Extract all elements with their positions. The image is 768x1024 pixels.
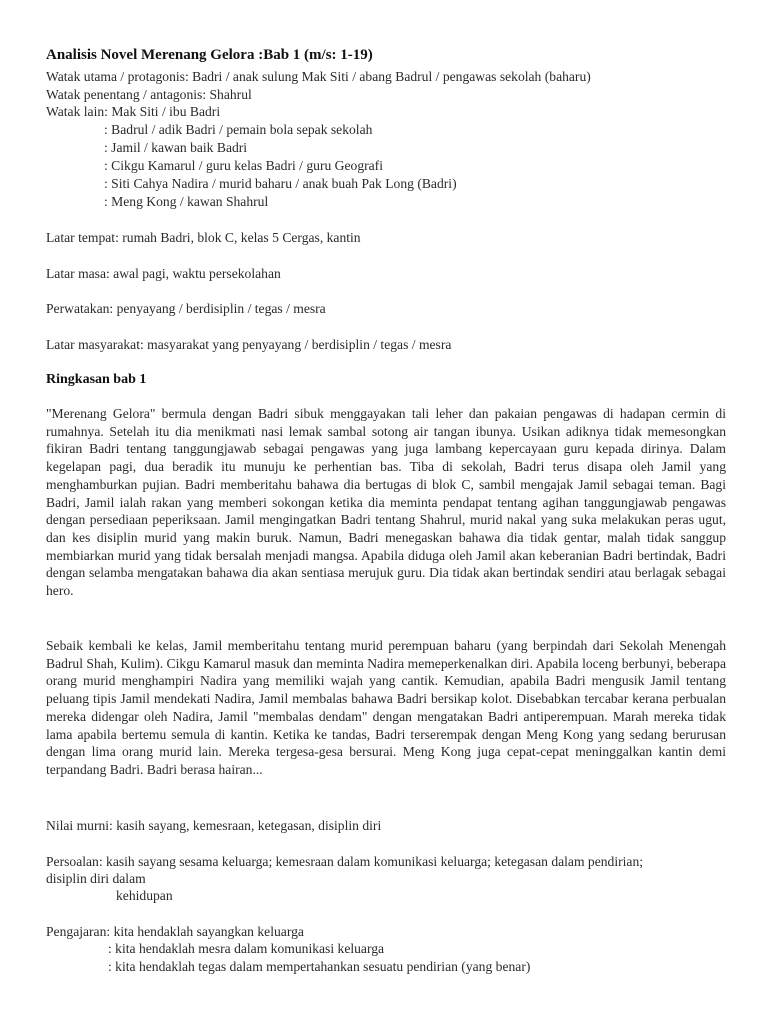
ringkasan-paragraph-1: "Merenang Gelora" bermula dengan Badri sibuk menggayakan tali leher dan pakaian pengawas di hadapan cermin di rumahnya. Setelah itu dia menikmati nasi lemak sambal sotong air tangan ibunya. Usikan adiknya tidak memesongkan fikiran Badri tentang tanggungjawab sebagai pengawas yang juga lambang kepercayaan guru kepada dirinya. Dalam kegelapan pagi, dua beradik itu munuju ke perhentian bas. Tiba di sekolah, Badri terus disapa oleh Jamil yang menghamburkan pujian. Badri memberitahu bahawa dia bertugas di blok C, sambil mengajak Jamil sebagai teman. Bagi Badri, Jamil ialah rakan yang memberi sokongan ketika dia meminta pendapat tentang agihan tanggungjawab pengawas dengan persediaan peperiksaan. Jamil mengingatkan Badri tentang Shahrul, murid nakal yang suka melakukan peras ugut, dan kes disiplin murid yang makin buruk. Namun, Badri menegaskan bahawa dia tidak gentar, malah tidak sanggup membiarkan murid yang tidak bersalah menjadi mangsa. Apabila diduga oleh Jamil akan keberanian Badri bertindak, Badri dengan selamba mengatakan bahawa dia akan sentiasa merujuk guru. Dia tidak akan bertindak sendiri atau berlagak sebagai hero. <box>46 406 726 599</box>
watak-lain-item: : Cikgu Kamarul / guru kelas Badri / guru Geografi <box>104 158 383 173</box>
watak-penentang: Watak penentang / antagonis: Shahrul <box>46 87 252 102</box>
ringkasan-heading: Ringkasan bab 1 <box>46 372 147 387</box>
persoalan-line-2: disiplin diri dalam <box>46 871 146 886</box>
persoalan-line-3: kehidupan <box>116 888 173 903</box>
pengajaran-item: : kita hendaklah mesra dalam komunikasi keluarga <box>108 941 385 956</box>
perwatakan: Perwatakan: penyayang / berdisiplin / tegas / mesra <box>46 301 326 316</box>
watak-utama: Watak utama / protagonis: Badri / anak sulung Mak Siti / abang Badrul / pengawas sekolah (baharu) <box>46 69 591 84</box>
persoalan-line-1: Persoalan: kasih sayang sesama keluarga; kemesraan dalam komunikasi keluarga; ketegasan dalam pendirian; <box>46 854 644 869</box>
latar-masa: Latar masa: awal pagi, waktu persekolahan <box>46 266 281 281</box>
watak-lain-item: : Siti Cahya Nadira / murid baharu / anak buah Pak Long (Badri) <box>104 176 457 191</box>
nilai-murni: Nilai murni: kasih sayang, kemesraan, ketegasan, disiplin diri <box>46 818 382 833</box>
latar-tempat: Latar tempat: rumah Badri, blok C, kelas 5 Cergas, kantin <box>46 230 361 245</box>
ringkasan-paragraph-2: Sebaik kembali ke kelas, Jamil memberitahu tentang murid perempuan baharu (yang berpindah dari Sekolah Menengah Badrul Shah, Kulim). Cikgu Kamarul masuk dan meminta Nadira memeperkenalkan diri. Apabila loceng berbunyi, beberapa orang murid menghampiri Nadira yang memiliki wajah yang cantik. Kemudian, apabila Badri mengusik Jamil tentang peluang tipis Jamil mendekati Nadira, Jamil membalas bahawa Badri bersikap kolot. Disebabkan tercabar kerana perbualan mereka didengar oleh Nadira, Jamil "membalas dendam" dengan mengatakan Badri antiperempuan. Marah mereka tidak lama apabila bertemu semula di kantin. Ketika ke tandas, Badri terserempak dengan Meng Kong yang sedang berurusan dengan lima orang murid lain. Mereka tergesa-gesa bersurai. Meng Kong juga cepat-cepat meninggalkan kantin demi terpandang Badri. Badri berasa hairan... <box>46 638 726 777</box>
pengajaran: Pengajaran: kita hendaklah sayangkan keluarga <box>46 924 304 939</box>
document-title: Analisis Novel Merenang Gelora :Bab 1 (m/s: 1-19) <box>46 47 373 63</box>
watak-lain-item: : Badrul / adik Badri / pemain bola sepak sekolah <box>104 122 373 137</box>
latar-masyarakat: Latar masyarakat: masyarakat yang penyayang / berdisiplin / tegas / mesra <box>46 337 452 352</box>
pengajaran-item: : kita hendaklah tegas dalam mempertahankan sesuatu pendirian (yang benar) <box>108 959 531 974</box>
watak-lain: Watak lain: Mak Siti / ibu Badri <box>46 104 221 119</box>
watak-lain-item: : Jamil / kawan baik Badri <box>104 140 248 155</box>
watak-lain-item: : Meng Kong / kawan Shahrul <box>104 194 269 209</box>
